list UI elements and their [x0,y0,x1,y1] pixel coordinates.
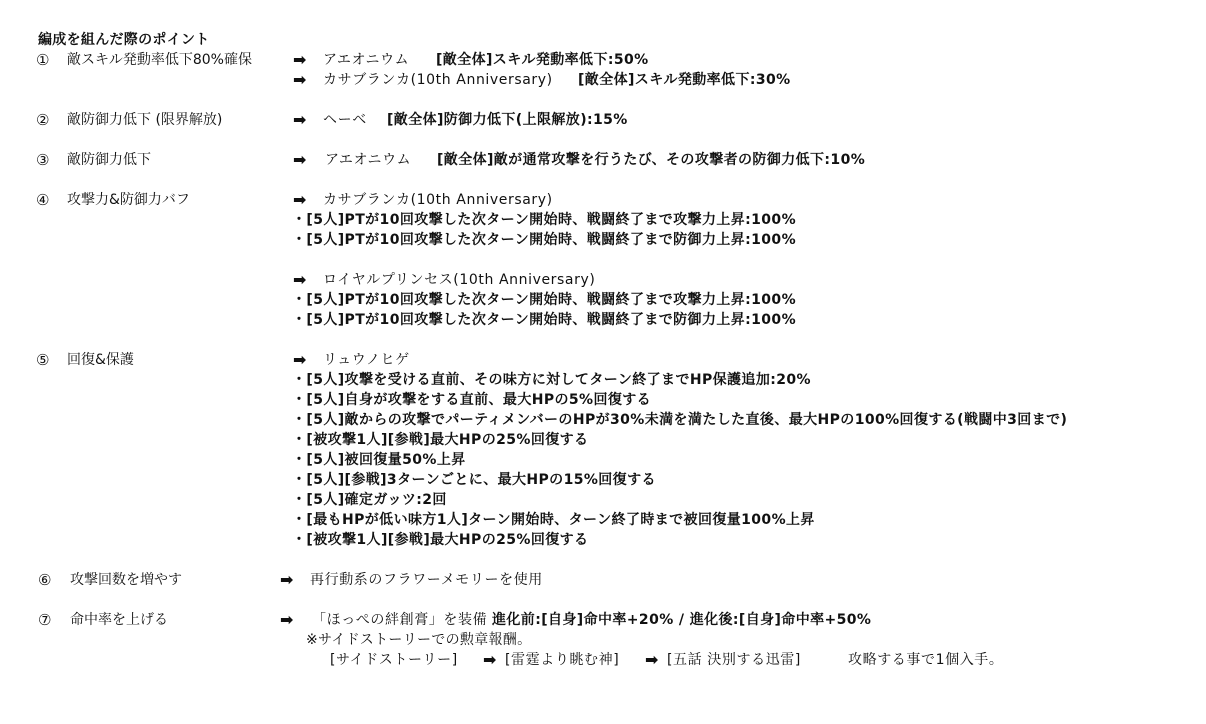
page-title: 編成を組んだ際のポイント [38,32,210,48]
arrow-icon: ➡ [293,70,307,89]
skill-detail: [敵全体]スキル発動率低下:50% [436,52,649,68]
skill-detail: [敵全体]敵が通常攻撃を行うたび、その攻撃者の防御力低下:10% [437,152,866,168]
arrow-icon: ➡ [293,350,307,369]
character-name: カサブランカ(10th Anniversary) [323,72,553,88]
path-step: [五話 決別する迅雷] [667,652,801,668]
section-6-label: 攻撃回数を増やす [70,572,182,588]
path-step: [サイドストーリー] [330,652,458,668]
recovery-bullet: ・[最もHPが低い味方1人]ターン開始時、ターン終了時まで被回復量100%上昇 [292,512,815,528]
section-2-label: 敵防御力低下 (限界解放) [67,112,223,128]
character-name: ロイヤルプリンセス(10th Anniversary) [323,272,596,288]
section-5-label: 回復&保護 [67,352,134,368]
section-3-label: 敵防御力低下 [67,152,151,168]
character-name: リュウノヒゲ [323,352,410,368]
evolution-detail: 進化前:[自身]命中率+20% / 進化後:[自身]命中率+50% [492,612,872,628]
recovery-bullet: ・[5人]自身が攻撃をする直前、最大HPの5%回復する [292,392,652,408]
section-5-number: ⑤ [36,351,50,369]
section-1-label: 敵スキル発動率低下80%確保 [67,52,252,68]
arrow-icon: ➡ [293,150,307,169]
equipment-text: 「ほっぺの絆創膏」を装備 [312,612,488,628]
arrow-icon: ➡ [293,270,307,289]
character-name: ヘーベ [323,112,367,128]
recovery-bullet: ・[被攻撃1人][参戦]最大HPの25%回復する [292,532,589,548]
arrow-icon: ➡ [483,650,497,669]
section-4-number: ④ [36,191,50,209]
buff-bullet: ・[5人]PTが10回攻撃した次ターン開始時、戦闘終了まで防御力上昇:100% [292,232,796,248]
character-name: アエオニウム [325,152,412,168]
section-6-text: 再行動系のフラワーメモリーを使用 [310,572,543,588]
section-7-label: 命中率を上げる [70,612,168,628]
arrow-icon: ➡ [293,190,307,209]
skill-detail: [敵全体]防御力低下(上限解放):15% [387,112,628,128]
character-name: アエオニウム [323,52,410,68]
section-2-number: ② [36,111,50,129]
recovery-bullet: ・[5人][参戦]3ターンごとに、最大HPの15%回復する [292,472,656,488]
buff-bullet: ・[5人]PTが10回攻撃した次ターン開始時、戦闘終了まで攻撃力上昇:100% [292,212,796,228]
arrow-icon: ➡ [293,110,307,129]
recovery-bullet: ・[5人]攻撃を受ける直前、その味方に対してターン終了までHP保護追加:20% [292,372,811,388]
recovery-bullet: ・[5人]敵からの攻撃でパーティメンバーのHPが30%未満を満たした直後、最大HPの100%回復する(戦闘中3回まで) [292,412,1068,428]
arrow-icon: ➡ [293,50,307,69]
buff-bullet: ・[5人]PTが10回攻撃した次ターン開始時、戦闘終了まで攻撃力上昇:100% [292,292,796,308]
skill-detail: [敵全体]スキル発動率低下:30% [578,72,791,88]
reward-note: ※サイドストーリーでの勲章報酬。 [306,632,532,648]
arrow-icon: ➡ [280,610,294,629]
character-name: カサブランカ(10th Anniversary) [323,192,553,208]
section-6-number: ⑥ [38,571,52,589]
path-step: [雷霆より眺む神] [505,652,620,668]
section-3-number: ③ [36,151,50,169]
buff-bullet: ・[5人]PTが10回攻撃した次ターン開始時、戦闘終了まで防御力上昇:100% [292,312,796,328]
recovery-bullet: ・[5人]確定ガッツ:2回 [292,492,447,508]
recovery-bullet: ・[被攻撃1人][参戦]最大HPの25%回復する [292,432,589,448]
section-1-number: ① [36,51,50,69]
arrow-icon: ➡ [280,570,294,589]
section-7-number: ⑦ [38,611,52,629]
recovery-bullet: ・[5人]被回復量50%上昇 [292,452,466,468]
arrow-icon: ➡ [645,650,659,669]
path-step: 攻略する事で1個入手。 [848,652,1004,668]
section-4-label: 攻撃力&防御力バフ [67,192,190,208]
